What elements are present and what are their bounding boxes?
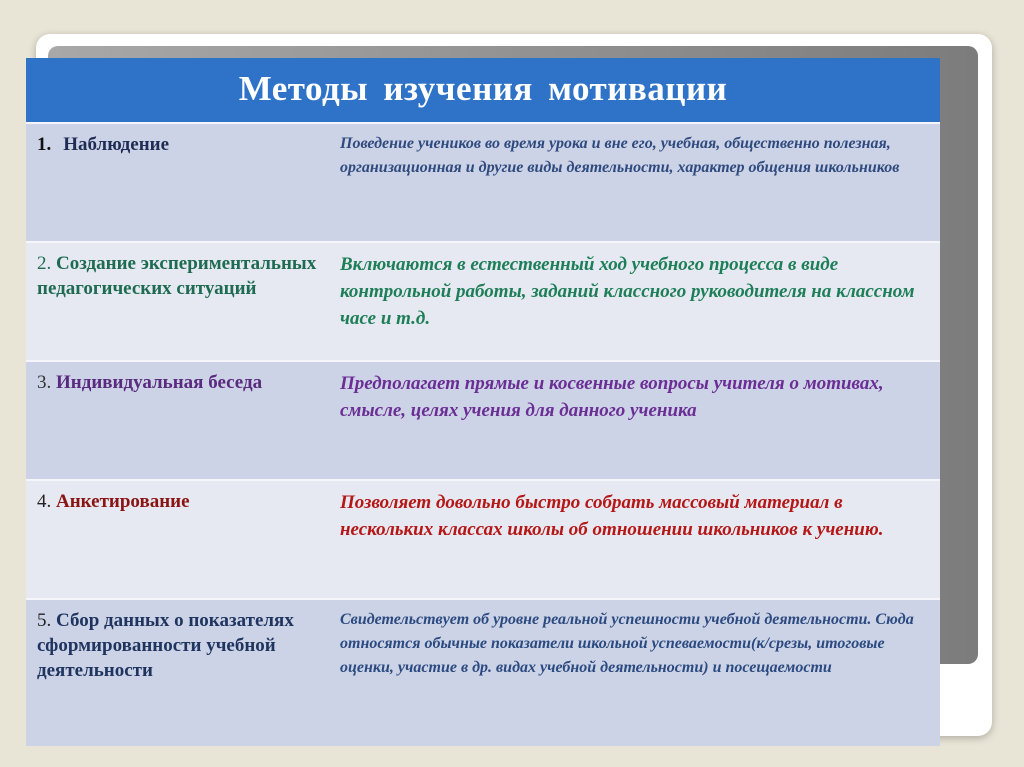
table-row: [26, 241, 940, 362]
method-name-cell: [37, 370, 327, 395]
method-name-cell: [37, 251, 327, 301]
method-description: Поведение учеников во время урока и вне его, учебная, общественно полезная, организационная и другие виды деятельности, характер общения школьников: [340, 135, 900, 176]
method-label: Наблюдение: [63, 134, 170, 155]
method-number: 5.: [37, 610, 52, 631]
slide-title: Методы изучения мотивации: [238, 69, 728, 108]
method-description: Включаются в естественный ход учебного процесса в виде контрольной работы, заданий классного руководителя на классном часе и т.д.: [340, 254, 915, 329]
table-header: [26, 58, 940, 122]
table-row: [26, 360, 940, 481]
method-label: Сбор данных о показателях сформированности учебной деятельности: [37, 610, 294, 681]
method-description: Позволяет довольно быстро собрать массовый материал в нескольких классах школы об отношении школьников к учению.: [340, 492, 884, 540]
method-label: Анкетирование: [56, 491, 190, 512]
method-name-cell: [37, 489, 327, 514]
method-name-cell: [37, 132, 327, 157]
method-number: 2.: [37, 253, 52, 274]
table-row: [26, 479, 940, 600]
method-name-cell: [37, 608, 327, 683]
methods-table: [26, 58, 940, 744]
method-description: Предполагает прямые и косвенные вопросы учителя о мотивах, смысле, целях учения для данного ученика: [340, 373, 884, 421]
method-number: 3.: [37, 372, 52, 393]
method-label: Индивидуальная беседа: [56, 372, 263, 393]
table-row: [26, 598, 940, 746]
method-number: 1.: [37, 134, 52, 155]
table-row: [26, 122, 940, 243]
method-label: Создание экспериментальных педагогических ситуаций: [37, 253, 317, 299]
method-number: 4.: [37, 491, 52, 512]
method-description: Свидетельствует об уровне реальной успешности учебной деятельности. Сюда относятся обычные показатели школьной успеваемости(к/срезы, итоговые оценки, участие в др. видах учебной деятельности) и посещаемости: [340, 611, 914, 676]
